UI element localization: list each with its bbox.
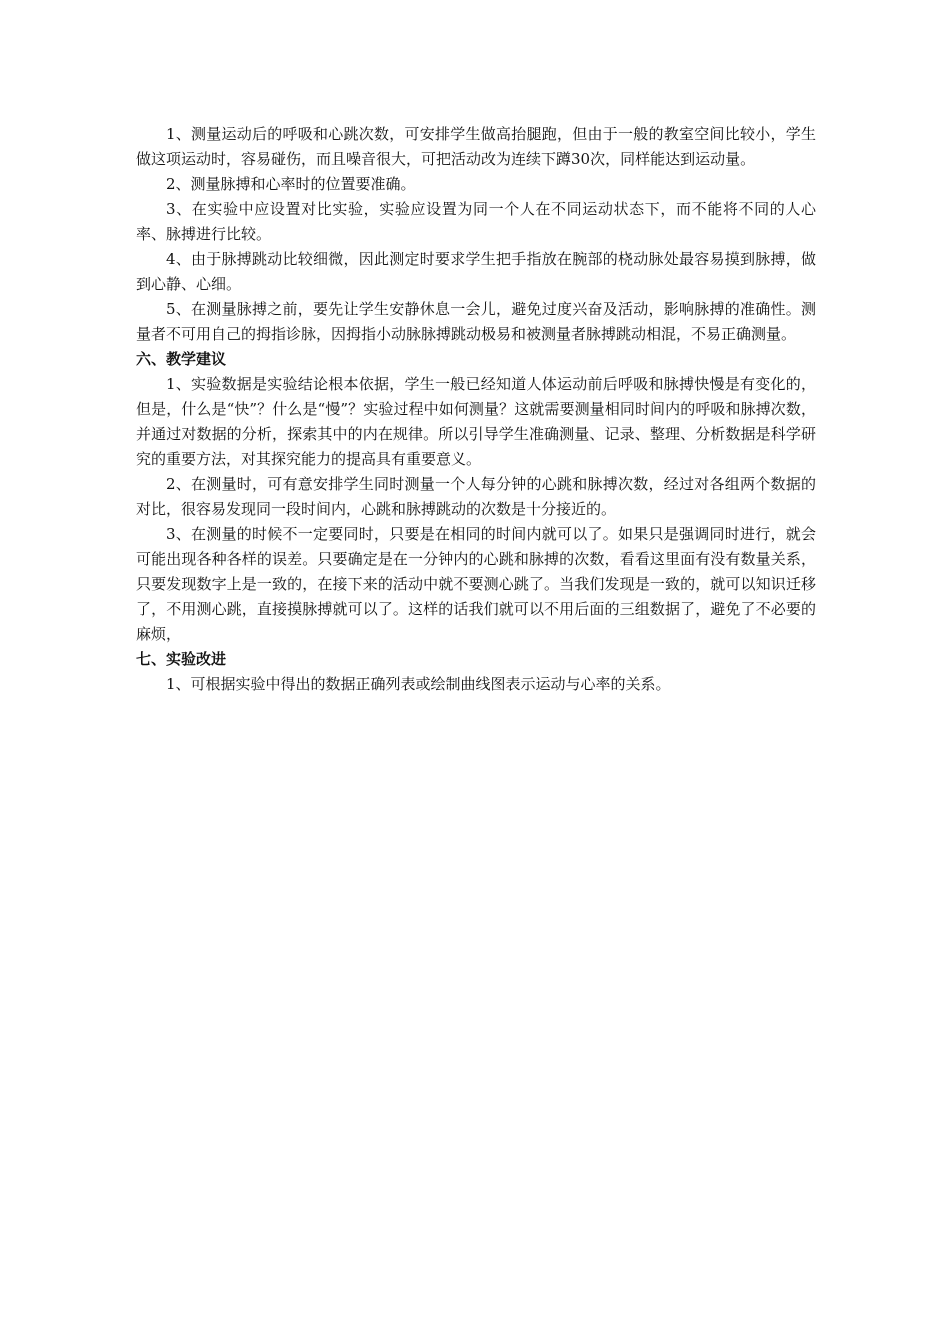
note-paragraph-4: 4、由于脉搏跳动比较细微，因此测定时要求学生把手指放在腕部的桡动脉处最容易摸到脉搏，做到心静、心细。 [136,250,816,293]
section-heading-teaching-advice: 六、教学建议 [136,350,227,368]
note-paragraph-2: 2、测量脉搏和心率时的位置要准确。 [166,175,416,193]
note-paragraph-3: 3、在实验中应设置对比实验，实验应设置为同一个人在不同运动状态下，而不能将不同的人心率、脉搏进行比较。 [136,200,816,243]
advice-paragraph-3: 3、在测量的时候不一定要同时，只要是在相同的时间内就可以了。如果只是强调同时进行，就会可能出现各种各样的误差。只要确定是在一分钟内的心跳和脉搏的次数，看看这里面有没有数量关系，只要发现数字上是一致的，在接下来的活动中就不要测心跳了。当我们发现是一致的，就可以知识迁移了，不用测心跳，直接摸脉搏就可以了。这样的话我们就可以不用后面的三组数据了，避免了不必要的麻烦， [136,525,816,643]
note-paragraph-5: 5、在测量脉搏之前，要先让学生安静休息一会儿，避免过度兴奋及活动，影响脉搏的准确性。测量者不可用自己的拇指诊脉，因拇指小动脉脉搏跳动极易和被测量者脉搏跳动相混，不易正确测量。 [136,300,816,343]
document-body [136,122,816,697]
advice-paragraph-2: 2、在测量时，可有意安排学生同时测量一个人每分钟的心跳和脉搏次数，经过对各组两个数据的对比，很容易发现同一段时间内，心跳和脉搏跳动的次数是十分接近的。 [136,475,816,518]
note-paragraph-1: 1、测量运动后的呼吸和心跳次数，可安排学生做高抬腿跑，但由于一般的教室空间比较小，学生做这项运动时，容易碰伤，而且噪音很大，可把活动改为连续下蹲30次，同样能达到运动量。 [136,125,816,168]
improvement-paragraph-1: 1、可根据实验中得出的数据正确列表或绘制曲线图表示运动与心率的关系。 [166,675,671,693]
section-heading-experiment-improvement: 七、实验改进 [136,650,227,668]
advice-paragraph-1: 1、实验数据是实验结论根本依据，学生一般已经知道人体运动前后呼吸和脉搏快慢是有变化的，但是，什么是“快”？什么是“慢”？实验过程中如何测量？这就需要测量相同时间内的呼吸和脉搏次数，并通过对数据的分析，探索其中的内在规律。所以引导学生准确测量、记录、整理、分析数据是科学研究的重要方法，对其探究能力的提高具有重要意义。 [136,375,816,468]
